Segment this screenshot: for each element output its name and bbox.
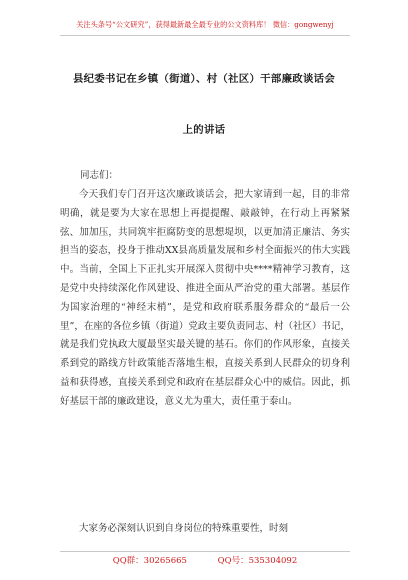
footer-contact bbox=[60, 551, 350, 566]
paragraph-text: 大家务必深刻认识到自身岗位的特殊重要性，时刻 bbox=[79, 523, 289, 534]
body-paragraph-1 bbox=[60, 186, 350, 412]
header-notice-text: 关注头条号“公文研究”，获得最新最全最专业的公文资料库！ 微信：gongwenyj bbox=[76, 20, 334, 29]
footer-qq-group: QQ群：30265665 bbox=[112, 556, 187, 566]
document-title-line-1: 县纪委书记在乡镇（街道）、村（社区）干部廉政谈话会 bbox=[72, 73, 336, 85]
footer-qq-number: QQ号：535304092 bbox=[217, 556, 298, 566]
salutation: 同志们： bbox=[80, 170, 119, 181]
body-paragraph-2 bbox=[60, 520, 350, 539]
header-notice bbox=[60, 18, 350, 36]
document-title-line-2: 上的讲话 bbox=[182, 124, 226, 136]
paragraph-text: 今天我们专门召开这次廉政谈话会，把大家请到一起，目的非常明确，就是要为大家在思想上再提提醒、敲敲钟，在行动上再紧紧弦、加加压，共同筑牢拒腐防变的思想堤坝，以更加清正廉洁、务实担当的姿态，投身于推动XX县高质量发展和乡村全面振兴的伟大实践中。当前，全国上下正扎实开展深入贯彻中央****精神学习教育，这是党中央持续深化作风建设、推进全面从严治党的重大部署。基层作为国家治理的“神经末梢”，是党和政府联系服务群众的“最后一公里”，在座的各位乡镇（街道）党政主要负责同志、村（社区）书记，就是我们党执政大厦最坚实最关键的基石。你们的作风形象，直接关系到党的路线方针政策能否落地生根，直接关系到人民群众的切身利益和获得感，直接关系到党和政府在基层群众心中的威信。因此，抓好基层干部的廉政建设，意义尤为重大，责任重于泰山。 bbox=[60, 189, 350, 407]
